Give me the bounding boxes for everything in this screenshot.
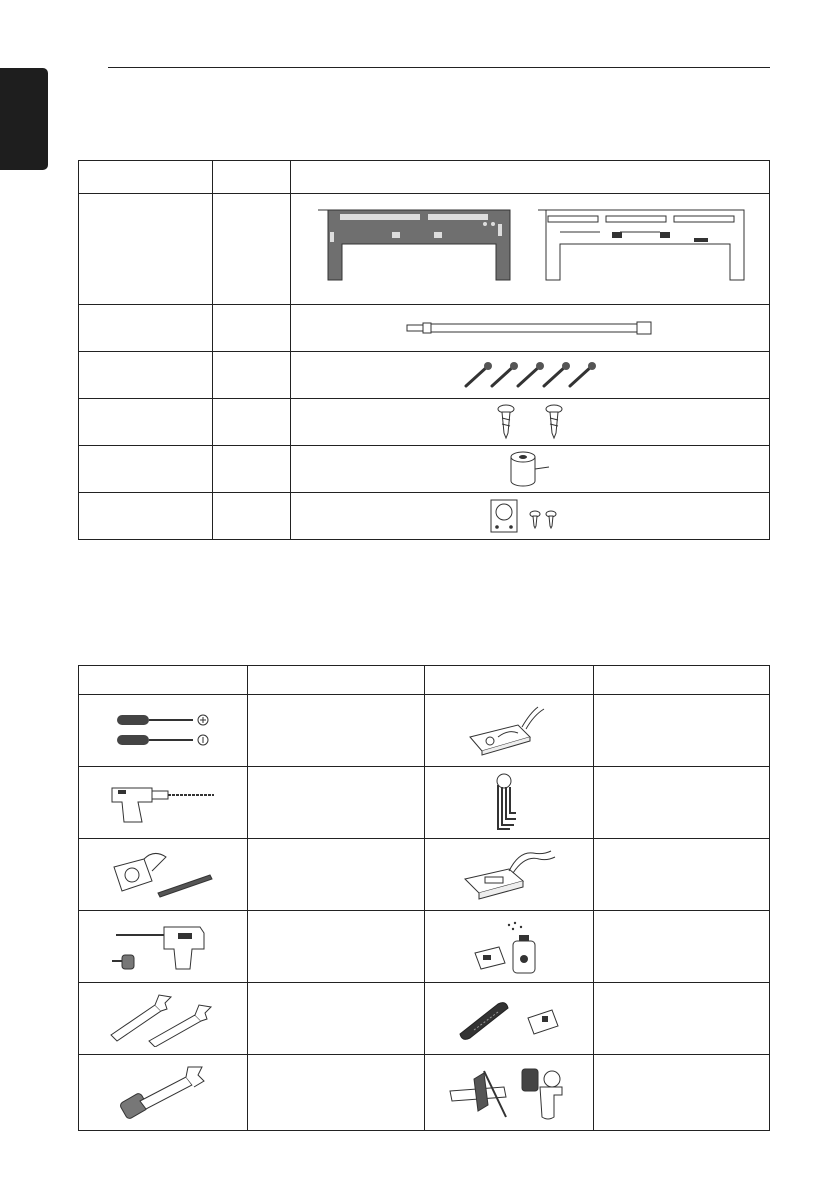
accessory-name bbox=[79, 305, 213, 352]
accessory-quantity bbox=[213, 194, 291, 305]
language-tab bbox=[0, 68, 48, 170]
flaring-tool-set-icon bbox=[444, 1061, 574, 1125]
tool-image bbox=[79, 767, 248, 839]
screwdrivers-icon bbox=[113, 711, 213, 751]
tools-row bbox=[79, 767, 770, 839]
tool-image bbox=[425, 839, 594, 911]
tools-row bbox=[79, 911, 770, 983]
hexagonal-wrench-icon bbox=[484, 773, 534, 833]
tool-image bbox=[79, 911, 248, 983]
tape-roll-icon bbox=[505, 451, 555, 487]
gas-leak-detector-icon bbox=[469, 917, 549, 977]
accessory-shape bbox=[291, 493, 770, 540]
measuring-tape-knife-icon bbox=[108, 847, 218, 903]
tool-name bbox=[247, 911, 425, 983]
accessory-name bbox=[79, 446, 213, 493]
tool-name bbox=[594, 911, 770, 983]
tools-row bbox=[79, 983, 770, 1055]
accessory-quantity bbox=[213, 446, 291, 493]
tool-image bbox=[79, 983, 248, 1055]
accessory-quantity bbox=[213, 352, 291, 399]
tool-name bbox=[594, 983, 770, 1055]
accessory-name bbox=[79, 399, 213, 446]
tools-header-cell bbox=[594, 666, 770, 695]
accessories-header-row bbox=[79, 161, 770, 194]
tool-image bbox=[79, 839, 248, 911]
tool-image bbox=[79, 1055, 248, 1131]
torque-wrench-icon bbox=[108, 1063, 218, 1123]
tools-header-row bbox=[79, 666, 770, 695]
accessory-quantity bbox=[213, 305, 291, 352]
accessory-row bbox=[79, 352, 770, 399]
accessory-row bbox=[79, 305, 770, 352]
tool-name bbox=[594, 767, 770, 839]
tools-header-cell bbox=[425, 666, 594, 695]
tool-image bbox=[425, 1055, 594, 1131]
tool-name bbox=[247, 1055, 425, 1131]
accessory-row bbox=[79, 399, 770, 446]
tool-image bbox=[425, 695, 594, 767]
tool-image bbox=[425, 767, 594, 839]
accessory-name bbox=[79, 194, 213, 305]
accessory-shape bbox=[291, 446, 770, 493]
tools-header-cell bbox=[247, 666, 425, 695]
accessory-quantity bbox=[213, 493, 291, 540]
tool-name bbox=[247, 695, 425, 767]
reamer-icon bbox=[454, 994, 564, 1044]
tools-row bbox=[79, 695, 770, 767]
tool-name bbox=[594, 695, 770, 767]
accessory-quantity bbox=[213, 399, 291, 446]
tool-image bbox=[79, 695, 248, 767]
header-rule bbox=[108, 67, 770, 68]
accessory-name bbox=[79, 493, 213, 540]
accessory-name bbox=[79, 352, 213, 399]
accessory-shape bbox=[291, 305, 770, 352]
unit-screws-icon bbox=[490, 403, 570, 441]
tools-row bbox=[79, 839, 770, 911]
tool-name bbox=[247, 983, 425, 1055]
core-drill-icon bbox=[108, 919, 218, 975]
electric-drill-icon bbox=[108, 780, 218, 826]
bracket-with-screws-icon bbox=[485, 496, 575, 536]
accessory-row bbox=[79, 446, 770, 493]
tool-image bbox=[425, 983, 594, 1055]
tools-row bbox=[79, 1055, 770, 1131]
header-quantity bbox=[213, 161, 291, 194]
ohmmeter-icon bbox=[459, 847, 559, 903]
tool-name bbox=[594, 839, 770, 911]
installation-plate-icon bbox=[300, 204, 760, 294]
tools-header-cell bbox=[79, 666, 248, 695]
tools-table bbox=[78, 665, 770, 1131]
accessory-shape bbox=[291, 399, 770, 446]
spanner-icon bbox=[103, 991, 223, 1047]
accessory-shape bbox=[291, 352, 770, 399]
accessory-row bbox=[79, 194, 770, 305]
tool-name bbox=[594, 1055, 770, 1131]
plate-screws-icon bbox=[460, 360, 600, 390]
accessory-shape bbox=[291, 194, 770, 305]
header-shape bbox=[291, 161, 770, 194]
accessory-row bbox=[79, 493, 770, 540]
thermometer-icon bbox=[464, 703, 554, 759]
tool-image bbox=[425, 911, 594, 983]
tool-name bbox=[247, 839, 425, 911]
header-name bbox=[79, 161, 213, 194]
accessories-table bbox=[78, 160, 770, 540]
tool-name bbox=[247, 767, 425, 839]
drain-hose-icon bbox=[405, 318, 655, 338]
